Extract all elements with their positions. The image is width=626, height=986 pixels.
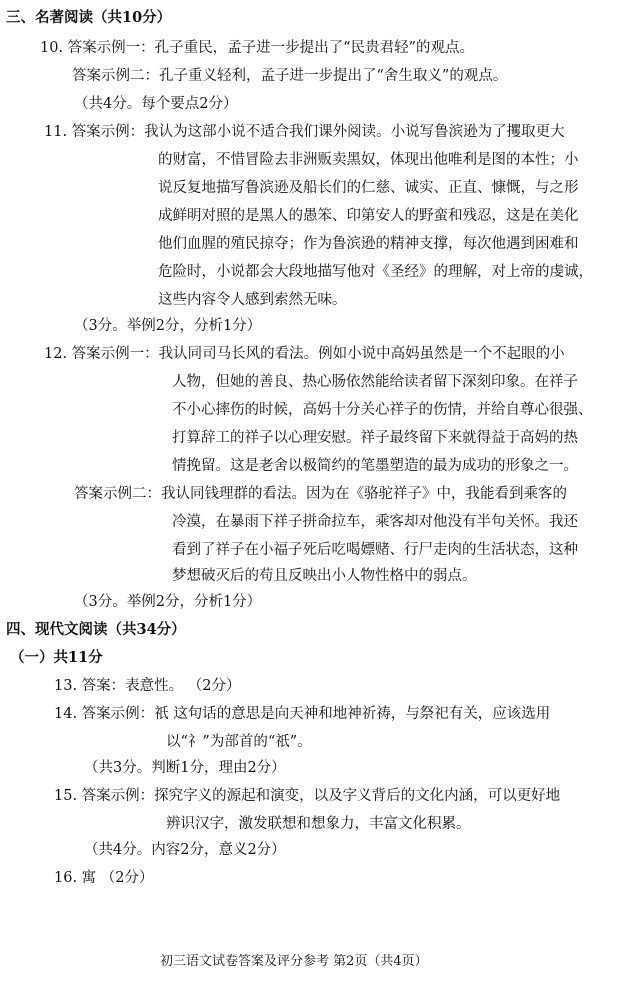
q11-line: 11. 答案示例：我认为这部小说不适合我们课外阅读。小说写鲁滨逊为了攫取更大	[44, 124, 565, 140]
q12-example1-line: 人物，但她的善良、热心肠依然能给读者留下深刻印象。在祥子	[172, 374, 578, 390]
q12-example2-line: 梦想破灭后的苟且反映出小人物性格中的弱点。	[172, 568, 477, 584]
q11-score: （3分。举例2分，分析1分）	[74, 318, 262, 334]
q11-line: 的财富，不惜冒险去非洲贩卖黑奴，体现出他唯利是图的本性；小	[158, 152, 579, 168]
part1-heading: （一）共11分	[10, 649, 103, 666]
q13-answer: 13. 答案：表意性。 （2分）	[54, 678, 241, 694]
q12-example2-line: 答案示例二：我认同钱理群的看法。因为在《骆驼祥子》中，我能看到乘客的	[74, 486, 567, 502]
q12-example1-line: 情挽留。这是老舍以极简约的笔墨塑造的最为成功的形象之一。	[172, 458, 578, 474]
q14-line2: 以“礻”为部首的“祇”。	[166, 734, 312, 750]
q12-score: （3分。举例2分，分析1分）	[74, 594, 262, 610]
q10-score: （共4分。每个要点2分）	[74, 96, 238, 112]
q16-answer: 16. 寓 （2分）	[54, 870, 154, 886]
q15-score: （共4分。内容2分，意义2分）	[84, 842, 286, 858]
q14-line1: 14. 答案示例：祇 这句话的意思是向天神和地神祈祷，与祭祀有关，应该选用	[54, 706, 551, 722]
page-footer: 初三语文试卷答案及评分参考 第2页（共4页）	[160, 954, 428, 969]
q14-score: （共3分。判断1分，理由2分）	[84, 760, 286, 776]
q11-line: 他们血腥的殖民掠夺；作为鲁滨逊的精神支撑，每次他遇到困难和	[158, 236, 579, 252]
q12-example2-line: 看到了祥子在小福子死后吃喝嫖赌、行尸走肉的生活状态，这种	[172, 542, 578, 558]
q11-line: 成鲜明对照的是黑人的愚笨、印第安人的野蛮和残忍，这是在美化	[158, 208, 579, 224]
q11-line: 这些内容令人感到索然无味。	[158, 292, 347, 308]
section3-heading: 三、名著阅读（共10分）	[6, 9, 172, 26]
q10-example1: 10. 答案示例一：孔子重民，孟子进一步提出了“民贵君轻”的观点。	[40, 40, 474, 56]
q12-example1-line: 打算辞工的祥子以心理安慰。祥子最终留下来就得益于高妈的热	[172, 430, 578, 446]
q11-line: 危险时，小说都会大段地描写他对《圣经》的理解，对上帝的虔诚，	[158, 264, 593, 280]
q10-example2: 答案示例二：孔子重义轻利，孟子进一步提出了“舍生取义”的观点。	[72, 68, 508, 84]
q12-example2-line: 冷漠，在暴雨下祥子拼命拉车，乘客却对他没有半句关怀。我还	[172, 514, 578, 530]
section4-heading: 四、现代文阅读（共34分）	[6, 621, 186, 638]
q12-example1-line: 12. 答案示例一：我认同司马长风的看法。例如小说中高妈虽然是一个不起眼的小	[44, 346, 565, 362]
q12-example1-line: 不小心摔伤的时候，高妈十分关心祥子的伤情，并给自尊心很强、	[172, 402, 593, 418]
q15-line1: 15. 答案示例：探究字义的源起和演变，以及字义背后的文化内涵，可以更好地	[54, 788, 561, 804]
q11-line: 说反复地描写鲁滨逊及船长们的仁慈、诚实、正直、慷慨，与之形	[158, 180, 579, 196]
q15-line2: 辨识汉字，激发联想和想象力，丰富文化积累。	[166, 816, 471, 832]
